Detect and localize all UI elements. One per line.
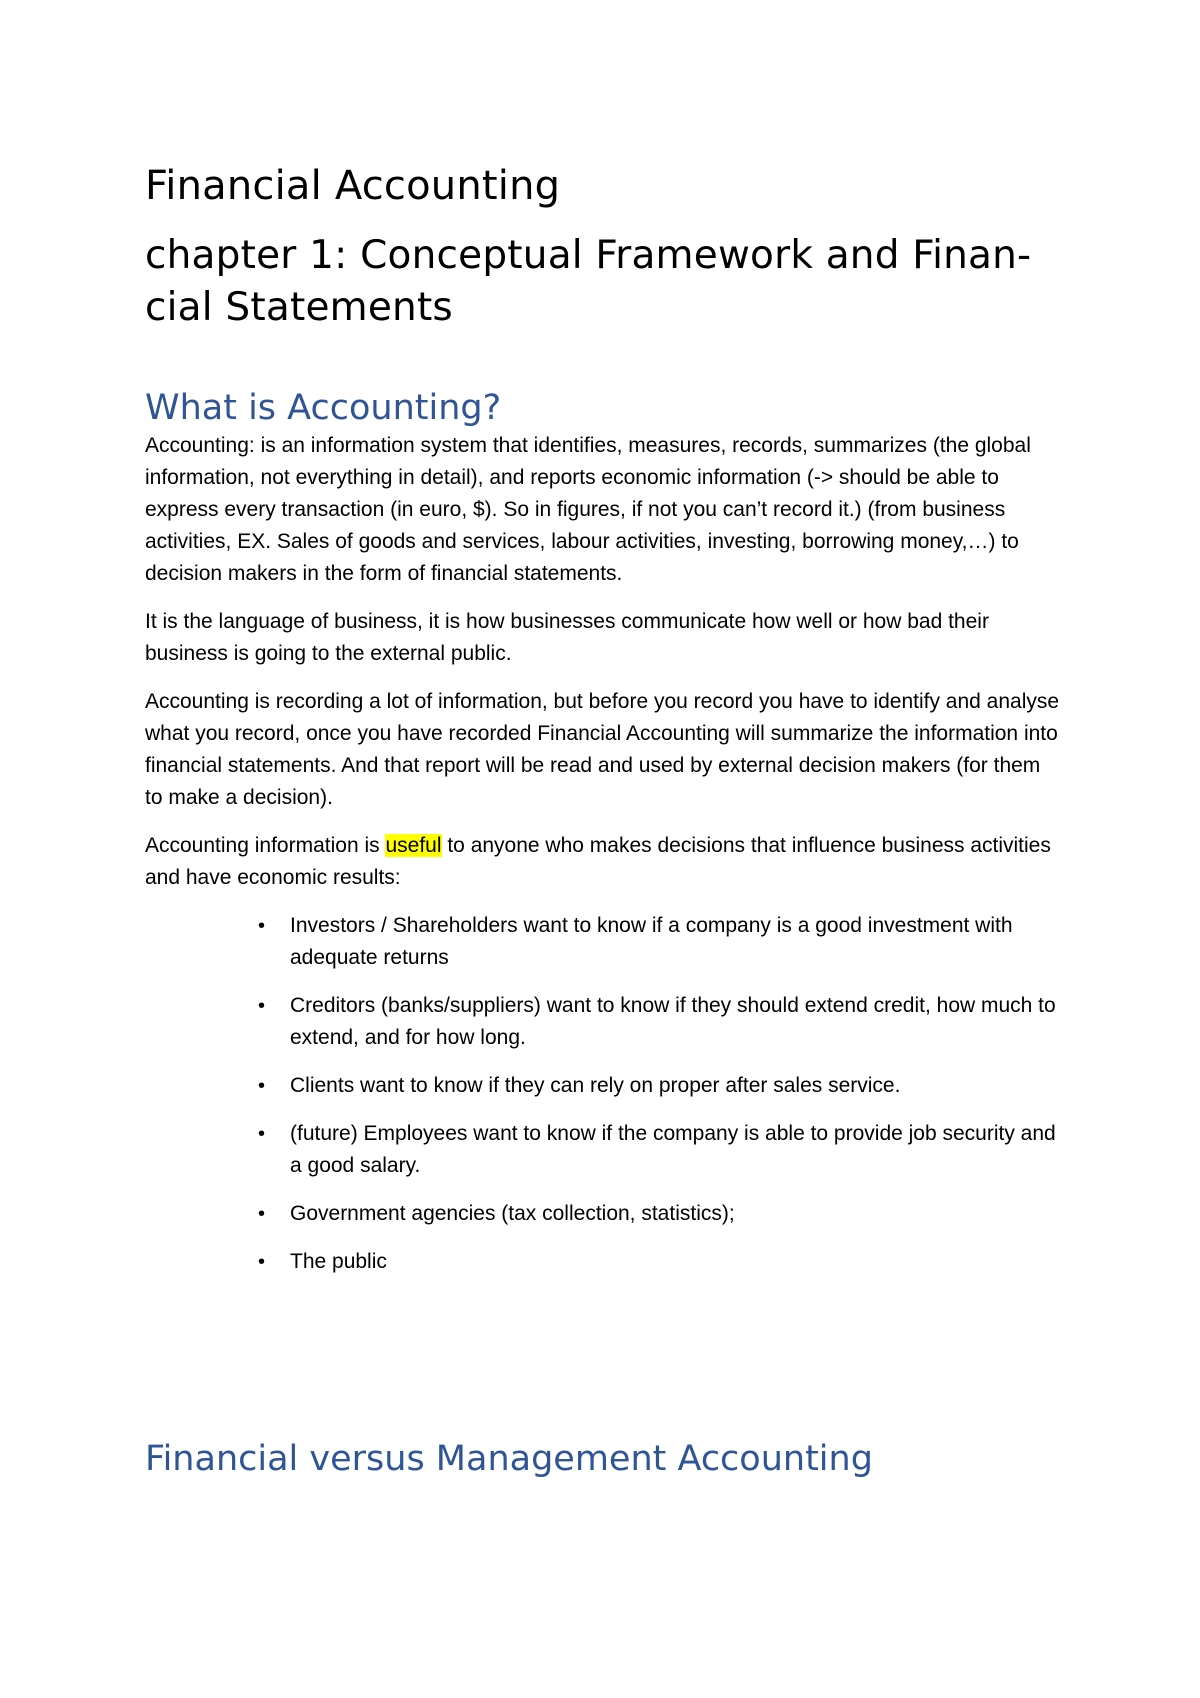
bullet-list-users: [145, 910, 1060, 1278]
document-title: Financial Accounting: [145, 163, 561, 209]
bullet-icon: •: [258, 1123, 266, 1145]
paragraph-definition: Accounting: is an information system that identifies, measures, records, summarizes (the global information, not everything in detail), and reports economic information (-> should be able to express every transaction (in euro, $). So in figures, if not you can’t record it.) (from business activities, EX. Sales of goods and services, labour activities, investing, borrowing money,…) to decision makers in the form of financial statements.: [145, 434, 1031, 585]
list-item: [258, 910, 1060, 974]
paragraph-language-of-business: It is the language of business, it is how businesses communicate how well or how bad their business is going to the external public.: [145, 610, 989, 665]
chapter-title-line-2: cial Statements: [145, 285, 453, 330]
list-item: [258, 1246, 1060, 1278]
list-item-text: Government agencies (tax collection, statistics);: [290, 1202, 735, 1225]
list-item: [258, 1070, 1060, 1102]
list-item: [258, 1198, 1060, 1230]
document-body: [145, 162, 1060, 1294]
paragraph-recording: Accounting is recording a lot of information, but before you record you have to identify and analyse what you record, once you have recorded Financial Accounting will summarize the information into financial statements. And that report will be read and used by external decision makers (for them to make a decision).: [145, 690, 1060, 809]
list-item-text: Creditors (banks/suppliers) want to know if they should extend credit, how much to extend, and for how long.: [290, 994, 1056, 1049]
paragraph-useful: [145, 830, 1060, 894]
bullet-icon: •: [258, 1251, 266, 1273]
useful-text-after: to anyone who makes decisions that influence business activities and have economic results:: [145, 834, 1051, 889]
chapter-title-line-1: chapter 1: Conceptual Framework and Finan-: [145, 233, 1032, 278]
section-heading-financial-vs-management: Financial versus Management Accounting: [145, 1439, 873, 1479]
chapter-title: [145, 230, 1060, 334]
list-item: [258, 1118, 1060, 1182]
useful-text-before: Accounting information is: [145, 834, 386, 857]
bullet-icon: •: [258, 915, 266, 937]
highlighted-word-useful: useful: [385, 834, 442, 857]
list-item: [258, 990, 1060, 1054]
list-item-text: Investors / Shareholders want to know if a company is a good investment with adequate returns: [290, 914, 1013, 969]
bullet-icon: •: [258, 995, 266, 1017]
list-item-text: Clients want to know if they can rely on proper after sales service.: [290, 1074, 901, 1097]
list-item-text: The public: [290, 1250, 387, 1273]
section-heading-what-is-accounting: What is Accounting?: [145, 388, 502, 428]
bullet-icon: •: [258, 1203, 266, 1225]
list-item-text: (future) Employees want to know if the company is able to provide job security and a good salary.: [290, 1122, 1056, 1177]
bullet-icon: •: [258, 1075, 266, 1097]
